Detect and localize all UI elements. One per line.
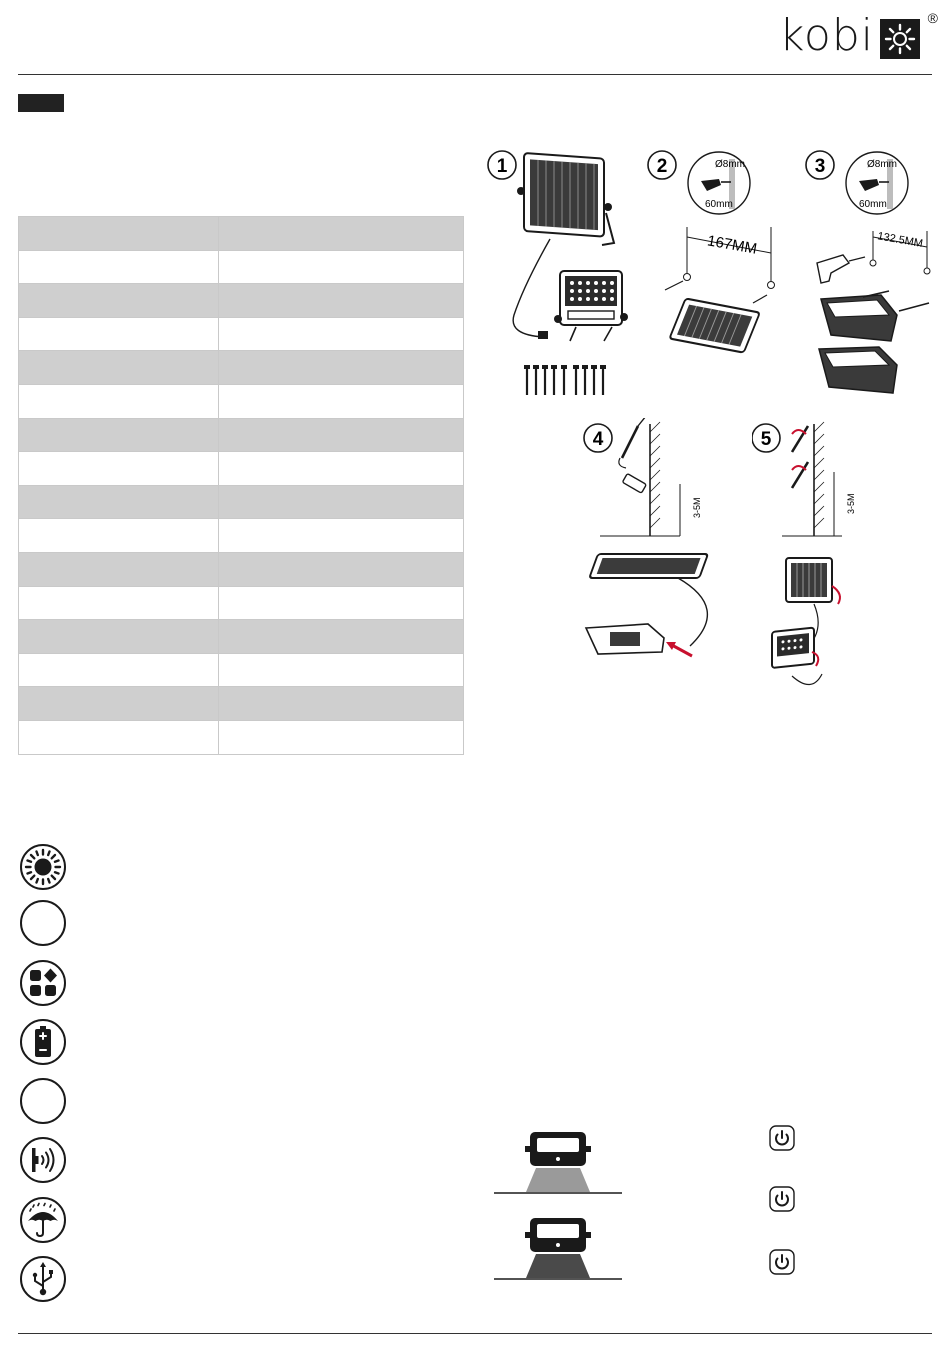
table-row — [19, 620, 464, 654]
table-row — [19, 452, 464, 486]
table-row — [19, 250, 464, 284]
mount-height-step-5: 3-5M — [846, 493, 856, 514]
step-4-number: 4 — [592, 429, 604, 450]
table-row — [19, 485, 464, 519]
battery-icon — [19, 1018, 67, 1066]
step-3-number: 3 — [814, 156, 826, 177]
spacing-label-step-2: 167MM — [705, 232, 759, 258]
table-row — [19, 351, 464, 385]
brand-name: kobi — [779, 10, 874, 61]
table-row — [19, 284, 464, 318]
step-5-diagram — [752, 418, 872, 698]
power-icon — [769, 1125, 795, 1151]
table-row — [19, 552, 464, 586]
drill-depth-label: 60mm — [705, 199, 733, 210]
step-2-diagram — [645, 145, 795, 355]
table-row — [19, 317, 464, 351]
step-3-diagram — [803, 145, 943, 405]
grid-shapes-icon — [19, 959, 67, 1007]
drill-diameter-label: Ø8mm — [867, 159, 897, 170]
step-1-diagram — [484, 145, 644, 405]
table-row — [19, 687, 464, 721]
usb-icon — [19, 1255, 67, 1303]
spec-table — [18, 216, 464, 755]
umbrella-rain-icon — [19, 1196, 67, 1244]
header-divider — [18, 74, 932, 75]
step-4-diagram — [560, 418, 730, 688]
drill-diameter-label: Ø8mm — [715, 159, 745, 170]
light-mode-dim-diagram — [492, 1126, 624, 1196]
motion-sensor-icon — [19, 1136, 67, 1184]
spacing-label-step-3: 132.5MM — [876, 230, 924, 251]
registered-mark: ® — [927, 10, 938, 26]
sun-icon — [19, 843, 67, 891]
light-mode-bright-diagram — [492, 1212, 624, 1282]
step-2-number: 2 — [656, 156, 668, 177]
power-icon — [769, 1249, 795, 1275]
blank-circle-icon — [19, 1077, 67, 1125]
table-row — [19, 720, 464, 754]
table-row — [19, 653, 464, 687]
table-row — [19, 519, 464, 553]
drill-depth-label: 60mm — [859, 199, 887, 210]
table-row — [19, 384, 464, 418]
footer-divider — [18, 1333, 932, 1334]
blank-circle-icon — [19, 899, 67, 947]
sun-logo-icon — [880, 19, 920, 59]
brand-logo — [779, 10, 938, 64]
table-row — [19, 217, 464, 251]
step-1-number: 1 — [496, 156, 508, 177]
mount-height-step-4: 3-5M — [692, 497, 702, 518]
table-row — [19, 418, 464, 452]
table-row — [19, 586, 464, 620]
language-tag — [18, 94, 64, 112]
step-5-number: 5 — [760, 429, 772, 450]
power-icon — [769, 1186, 795, 1212]
